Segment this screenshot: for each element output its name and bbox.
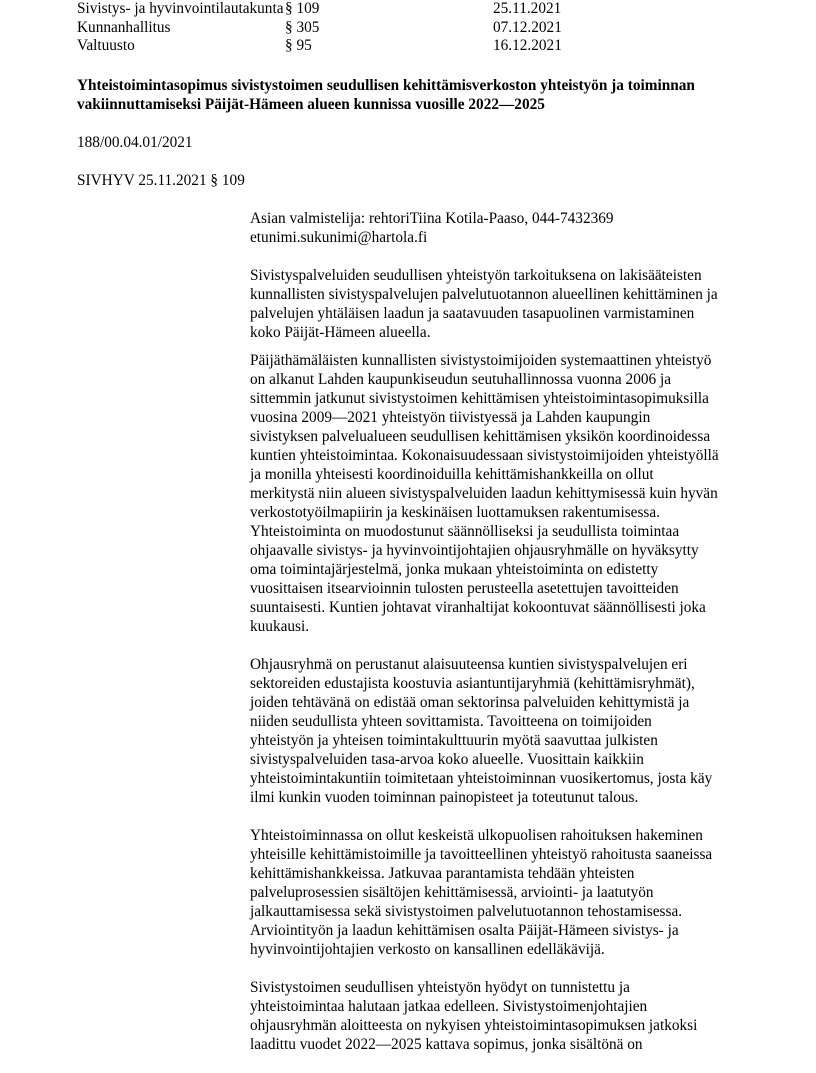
meeting-date: 07.12.2021 (493, 18, 562, 36)
paragraph-line: sittemmin jatkunut sivistystoimen kehittämisen yhteistoimintasopimuksilla (250, 390, 709, 407)
paragraph-line: vuosina 2009—2021 yhteistyön tiivistyessä ja Lahden kaupungin (250, 409, 651, 426)
paragraph-line: oma toimintajärjestelmä, jonka mukaan yhteistoiminta on edistetty (250, 561, 659, 578)
document-body (250, 209, 750, 1073)
paragraph (250, 978, 750, 1054)
paragraph-line: koko Päijät-Hämeen alueella. (250, 324, 431, 341)
paragraph-line: kuukausi. (250, 618, 310, 635)
title-line: vakiinnuttamiseksi Päijät-Hämeen alueen kunnissa vuosille 2022—2025 (77, 96, 545, 113)
paragraph-line: Päijäthämäläisten kunnallisten sivistystoimijoiden systemaattinen yhteistyö (250, 352, 712, 369)
paragraph-line: verkostotyöilmapiirin ja keskinäisen luottamuksen rakentumisessa. (250, 504, 660, 521)
preparer-name: Asian valmistelija: rehtoriTiina Kotila-Paaso, 044-7432369 (250, 210, 614, 227)
paragraph-line: sivistyspalveluiden tasa-arvoa koko alueelle. Vuosittain kaikkiin (250, 751, 644, 768)
paragraph-line: merkitystä niin alueen sivistyspalveluiden laadun kehittymisessä kuin hyvän (250, 485, 718, 502)
paragraph-line: yhteistoimintakuntiin toimitetaan yhteistoiminnan vuosikertomus, josta käy (250, 770, 713, 787)
paragraph-line: on alkanut Lahden kaupunkiseudun seutuhallinnossa vuonna 2006 ja (250, 371, 672, 388)
paragraph-line: ohjaavalle sivistys- ja hyvinvointijohtajien ohjausryhmälle on hyväksytty (250, 542, 699, 559)
paragraph-line: palvelujen yhtäläisen laadun ja saatavuuden tasapuolinen varmistaminen (250, 305, 695, 322)
meeting-section: § 109 (285, 0, 320, 17)
paragraph-line: Sivistyspalveluiden seudullisen yhteistyön tarkoituksena on lakisääteisten (250, 267, 702, 284)
paragraph-line: niiden seudullista yhteen sovittamista. Tavoitteena on toimijoiden (250, 713, 652, 730)
meeting-section: § 95 (285, 37, 312, 54)
preparer-email: etunimi.sukunimi@hartola.fi (250, 229, 428, 246)
paragraph-line: laadittu vuodet 2022—2025 kattava sopimus, jonka sisältönä on (250, 1036, 643, 1053)
meeting-body: Valtuusto (77, 37, 135, 54)
paragraph-line: yhteistyön ja yhteisen toimintakulttuurin myötä saavuttaa julkisten (250, 732, 658, 749)
diary-number: 188/00.04.01/2021 (77, 134, 193, 151)
meeting-date: 16.12.2021 (493, 37, 562, 54)
paragraph-line: ja monilla yhteisesti koordinoiduilla kehittämishankkeilla on ollut (250, 466, 654, 483)
paragraph-line: yhteistoimintaa halutaan jatkaa edelleen. Sivistystoimenjohtajien (250, 998, 648, 1015)
paragraph-line: Yhteistoiminta on muodostunut säännölliseksi ja seudullista toimintaa (250, 523, 680, 540)
paragraph-line: sektoreiden edustajista koostuvia asiantuntijaryhmiä (kehittämisryhmät), (250, 675, 695, 692)
paragraph-line: ilmi kunkin vuoden toiminnan painopisteet ja toteutunut talous. (250, 789, 639, 806)
meeting-section: § 305 (285, 18, 320, 36)
paragraph-line: vuosittaisen itsearvioinnin tulosten perusteella asetettujen tavoitteiden (250, 580, 679, 597)
paragraph-line: Ohjausryhmä on perustanut alaisuuteensa kuntien sivistyspalvelujen eri (250, 656, 688, 673)
paragraph-line: joiden tehtävänä on edistää oman sektorinsa palveluiden kehittymistä ja (250, 694, 690, 711)
preparer-info (250, 209, 750, 247)
title-line: Yhteistoimintasopimus sivistystoimen seudullisen kehittämisverkoston yhteistyön ja toiminnan (77, 77, 695, 94)
meeting-body: Kunnanhallitus (77, 18, 171, 36)
paragraph-line: hyvinvointijohtajien verkosto on kansallinen edelläkävijä. (250, 941, 605, 958)
paragraph-line: Sivistystoimen seudullisen yhteistyön hyödyt on tunnistettu ja (250, 979, 630, 996)
meeting-date: 25.11.2021 (493, 0, 562, 17)
paragraph-line: palveluprosessien sisältöjen kehittämisessä, arviointi- ja laatutyön (250, 884, 654, 901)
paragraph-line: ohjausryhmän aloitteesta on nykyisen yhteistoimintasopimuksen jatkoksi (250, 1017, 698, 1034)
paragraph-line: kunnallisten sivistyspalvelujen palvelutuotannon alueellinen kehittäminen ja (250, 286, 718, 303)
paragraph-line: kehittämishankkeissa. Jatkuvaa parantamista tehdään yhteisten (250, 865, 635, 882)
paragraph (250, 266, 750, 342)
paragraph (250, 351, 750, 636)
meeting-body: Sivistys- ja hyvinvointilautakunta (77, 0, 284, 17)
paragraph (250, 826, 750, 959)
paragraph-line: jalkauttamisessa sekä sivistystoimen palvelutuotannon tehostamisessa. (250, 903, 683, 920)
paragraph-line: yhteisille kehittämistoimille ja tavoitteellinen yhteistyö rahoitusta saaneissa (250, 846, 713, 863)
paragraph-line: sivistyksen palvelualueen seudullisen kehittämisen yksikön koordinoidessa (250, 428, 711, 445)
meeting-reference: SIVHYV 25.11.2021 § 109 (77, 172, 245, 189)
paragraph-line: suuntaisesti. Kuntien johtavat viranhaltijat kokoontuvat säännöllisesti joka (250, 599, 706, 616)
paragraph-line: Yhteistoiminnassa on ollut keskeistä ulkopuolisen rahoituksen hakeminen (250, 827, 703, 844)
paragraph (250, 655, 750, 807)
paragraph-line: Arviointityön ja laadun kehittämisen osalta Päijät-Hämeen sivistys- ja (250, 922, 679, 939)
paragraph-line: kuntien yhteistoimintaa. Kokonaisuudessaan sivistystoimijoiden yhteistyöllä (250, 447, 719, 464)
document-title (77, 76, 777, 114)
